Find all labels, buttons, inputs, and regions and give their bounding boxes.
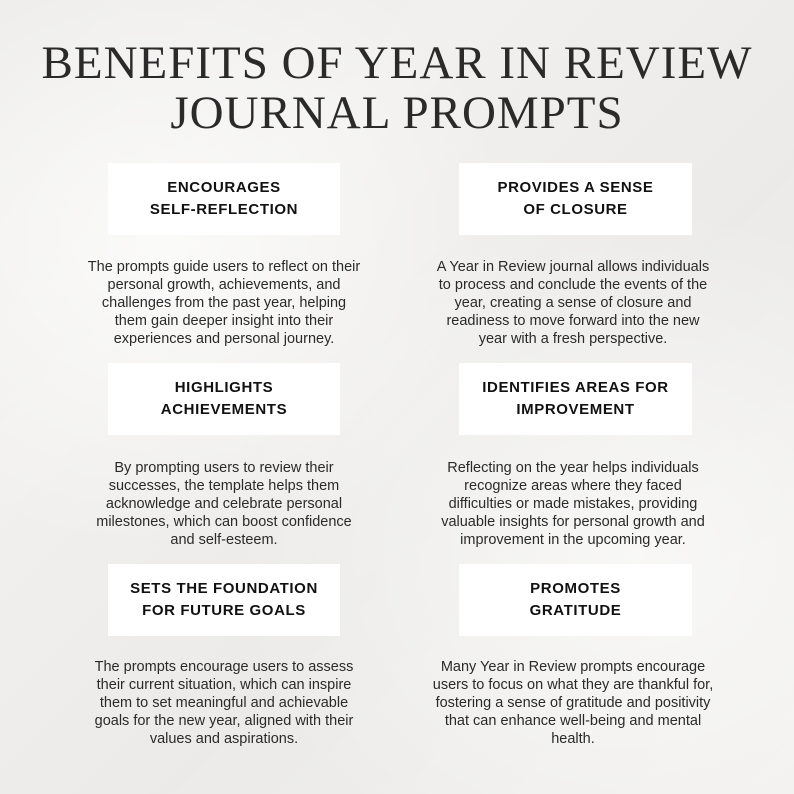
title-line-1: BENEFITS OF YEAR IN REVIEW [41,37,753,89]
benefit-description-identifies-areas-for-improvement [394,459,752,549]
description-line: fostering a sense of gratitude and positivity [435,695,711,711]
card-heading-line: HIGHLIGHTS [174,379,274,396]
card-heading-line: ACHIEVEMENTS [160,401,288,418]
benefit-card-provides-sense-of-closure [459,163,692,235]
description-line: and self-esteem. [170,532,278,548]
card-heading-line: SELF-REFLECTION [149,201,299,218]
description-line: valuable insights for personal growth and [441,514,705,530]
description-line: them gain deeper insight into their [114,313,334,329]
description-line: personal growth, achievements, and [107,277,341,293]
benefit-card-highlights-achievements [108,363,340,435]
description-line: experiences and personal journey. [113,331,335,347]
description-line: users to focus on what they are thankful for, [432,677,714,693]
description-line: goals for the new year, aligned with their [94,713,354,729]
card-heading-line: IMPROVEMENT [516,401,635,418]
description-line: successes, the template helps them [108,478,340,494]
description-line: them to set meaningful and achievable [99,695,349,711]
description-line: Many Year in Review prompts encourage [440,659,706,675]
card-heading-line: GRATITUDE [529,602,622,619]
description-line: improvement in the upcoming year. [460,532,686,548]
benefit-card-identifies-areas-for-improvement [459,363,692,435]
description-line: their current situation, which can inspire [96,677,352,693]
description-line: milestones, which can boost confidence [96,514,352,530]
benefit-description-highlights-achievements [45,459,403,549]
description-line: health. [551,731,595,747]
description-line: year, creating a sense of closure and [454,295,692,311]
description-line: By prompting users to review their [114,460,334,476]
card-heading-line: FOR FUTURE GOALS [142,602,306,619]
description-line: to process and conclude the events of the [438,277,708,293]
benefit-card-promotes-gratitude [459,564,692,636]
card-heading-line: OF CLOSURE [523,201,628,218]
card-heading-line: ENCOURAGES [167,179,281,196]
benefit-description-promotes-gratitude [394,658,752,748]
description-line: difficulties or made mistakes, providing [448,496,698,512]
description-line: readiness to move forward into the new [446,313,700,329]
benefit-description-encourages-self-reflection [45,258,403,348]
description-line: recognize areas where they faced [464,478,682,494]
benefit-card-sets-foundation-for-future-goals [108,564,340,636]
benefit-description-provides-sense-of-closure [394,258,752,348]
page-title [0,38,794,138]
benefit-description-sets-foundation-for-future-goals [45,658,403,748]
card-heading-line: IDENTIFIES AREAS FOR [482,379,669,396]
description-line: The prompts guide users to reflect on their [87,259,361,275]
description-line: Reflecting on the year helps individuals [447,460,699,476]
card-heading-line: PROVIDES A SENSE [497,179,654,196]
description-line: acknowledge and celebrate personal [105,496,343,512]
description-line: year with a fresh perspective. [478,331,668,347]
description-line: The prompts encourage users to assess [94,659,354,675]
description-line: that can enhance well-being and mental [444,713,702,729]
card-heading-line: SETS THE FOUNDATION [130,580,318,597]
title-line-2: JOURNAL PROMPTS [170,87,624,139]
benefit-card-encourages-self-reflection [108,163,340,235]
description-line: values and aspirations. [149,731,299,747]
description-line: challenges from the past year, helping [101,295,347,311]
description-line: A Year in Review journal allows individuals [436,259,710,275]
card-heading-line: PROMOTES [530,580,621,597]
